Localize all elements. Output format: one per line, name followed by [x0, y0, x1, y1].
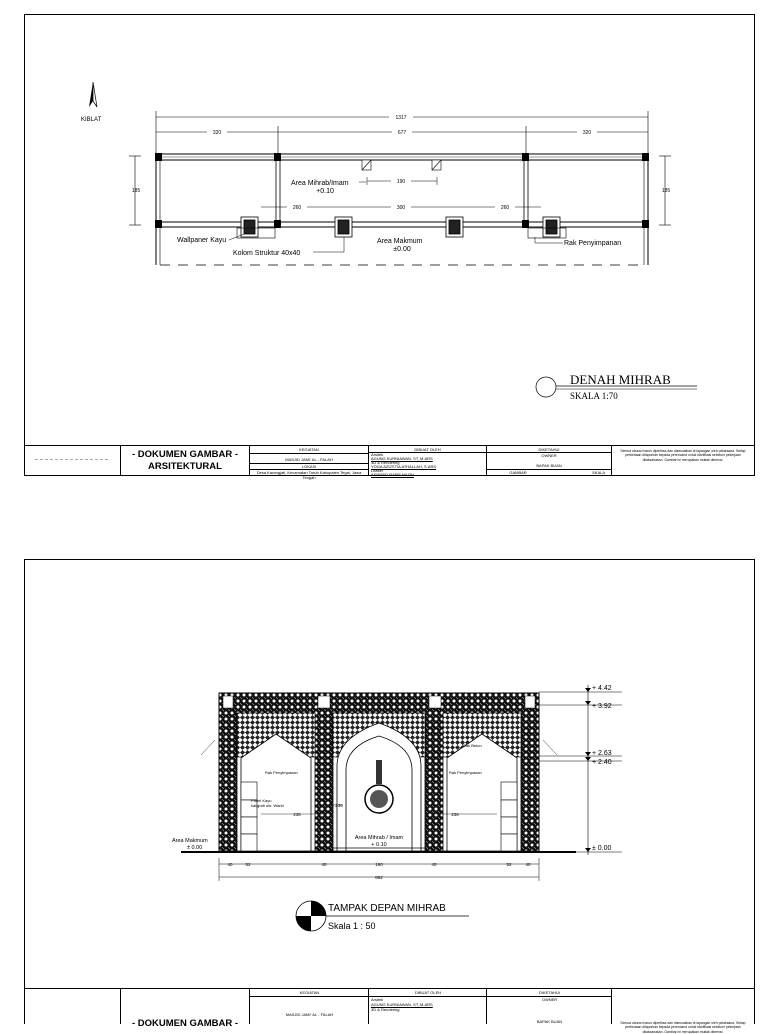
note-cell: Semua ukuran harus diperiksa dan disesuaikan di lapangan oleh pelaksana. Setiap perbedaan dilaporkan kepada perencana untuk klarifikasi sebelum pekerjaan dilaksanakan. Gambar ini merupakan mutlak dimensi. [611, 446, 754, 476]
level-240: + 2.40 [592, 759, 612, 766]
elevation-sheet [24, 559, 755, 1024]
level-000: ± 0.00 [592, 845, 612, 852]
level-392: + 3.92 [592, 703, 612, 710]
dim-top-small: 190 [396, 179, 406, 185]
kiblat-label: KIBLAT [81, 117, 102, 123]
dim-236-left: 236 [293, 812, 301, 817]
dim-b3: 40 [321, 862, 327, 867]
plan-scale: SKALA 1:70 [570, 391, 618, 401]
elevation-drawing [25, 560, 754, 988]
kegiatan-value: MASJID JAMI' AL - FALAH [285, 457, 333, 462]
logo-cell [25, 446, 120, 476]
level-263: + 2.63 [592, 750, 612, 757]
diketahui-cell: DIKETAHUI OWNER BAPAK BUAN GAMBAR SKALA [486, 446, 611, 476]
dim-inner-left: 260 [292, 205, 302, 211]
label-dak: Dak Beton [463, 743, 482, 748]
label-rak-right: Rak Penyimpanan [449, 770, 482, 775]
dim-total: 1317 [395, 115, 407, 121]
dim-b5: 40 [431, 862, 437, 867]
dim-right: 320 [582, 130, 592, 136]
title-block-2: - DOKUMEN GAMBAR - KEGIATAN MASJID JAMI' AL - FALAH DIBUAT OLEH Arsitek AGUNG KURNIAWAN, ST, M.ARS 3D & Rendering DIKETAHUI OWNER BAPAK BUAN Semua ukuran harus diperiksa dan disesuaikan di lapangan oleh pelaksana. Setiap perbedaan dilaporkan kepada perencana untuk klarifikasi sebelum pekerjaan dilaksanakan. Gambar ini merupakan mutlak dimensi. [24, 988, 755, 1024]
kegiatan-cell: KEGIATAN MASJID JAMI' AL - FALAH LOKASI Desa Karangjati, Kecamatan Tarub Kabupaten Tegal, Jawa Tengah [249, 446, 368, 476]
lokasi-value: Desa Karangjati, Kecamatan Tarub Kabupaten Tegal, Jawa Tengah [256, 470, 362, 480]
plan-sheet [24, 14, 755, 480]
label-kolom: Kolom Struktur 40x40 [233, 250, 301, 257]
label-panel: Panel Kayu [251, 798, 272, 803]
north-arrow-icon [89, 82, 97, 107]
label-wallpaper: Wallpaner Kayu [177, 237, 227, 244]
dim-236-mid: 236 [335, 803, 343, 808]
label-rak: Rak Penyimpanan [564, 240, 622, 247]
doc-title: - DOKUMEN GAMBAR - ARSITEKTURAL [120, 446, 249, 476]
dim-total: 882 [375, 875, 383, 880]
elevation-title: TAMPAK DEPAN MIHRAB [328, 903, 446, 914]
label-mihrab: Area Mihrab / Imam [354, 835, 404, 841]
owner-name: BAPAK BUAN [536, 463, 562, 468]
arsitek-name: AGUNG KURNIAWAN, ST, M.ARS [371, 456, 433, 461]
title-block [25, 445, 754, 480]
rendering-name: YOGA AZIZSTIA ATHALLAH, S.ARS [371, 464, 437, 469]
label-mihrab-level: + 0.10 [371, 842, 387, 848]
elevation-scale: Skala 1 : 50 [328, 921, 376, 931]
drafter-name: AKHMAD RAFIF NAZIH [371, 472, 414, 477]
dim-b6: 52 [506, 862, 512, 867]
dim-b7: 40 [525, 862, 531, 867]
dim-inner-right: 260 [500, 205, 510, 211]
dim-left: 320 [212, 130, 222, 136]
label-makmum: Area Makmum [377, 238, 423, 245]
dim-h-right: 185 [661, 188, 671, 194]
label-mihrab-level: +0.10 [316, 188, 334, 195]
plan-title: DENAH MIHRAB [570, 372, 671, 387]
dim-b4: 190 [375, 862, 383, 867]
doc-title-2: - DOKUMEN GAMBAR - [120, 989, 249, 1024]
dim-h-left: 185 [131, 188, 141, 194]
dim-inner-mid: 300 [396, 205, 406, 211]
plan-drawing [25, 15, 754, 446]
dim-b1: 40 [227, 862, 233, 867]
label-mihrab: Area Mihrab/Imam [291, 180, 349, 187]
label-makmum: Area Makmum [172, 838, 208, 844]
label-rak-left: Rak Penyimpanan [265, 770, 298, 775]
dim-236-right: 236 [451, 812, 459, 817]
dim-mid: 677 [397, 130, 407, 136]
label-panel-2: kaligrafi ukr. Warld [251, 803, 284, 808]
dibuat-cell: DIBUAT OLEH Arsitek AGUNG KURNIAWAN, ST, M.ARS 3D & Rendering YOGA AZIZSTIA ATHALLAH, S.ARS Drafter AKHMAD RAFIF NAZIH [368, 446, 486, 476]
level-442: + 4.42 [592, 685, 612, 692]
dim-b2: 52 [245, 862, 251, 867]
label-makmum-level: ± 0.00 [187, 845, 203, 851]
label-makmum-level: ±0.00 [393, 246, 411, 253]
